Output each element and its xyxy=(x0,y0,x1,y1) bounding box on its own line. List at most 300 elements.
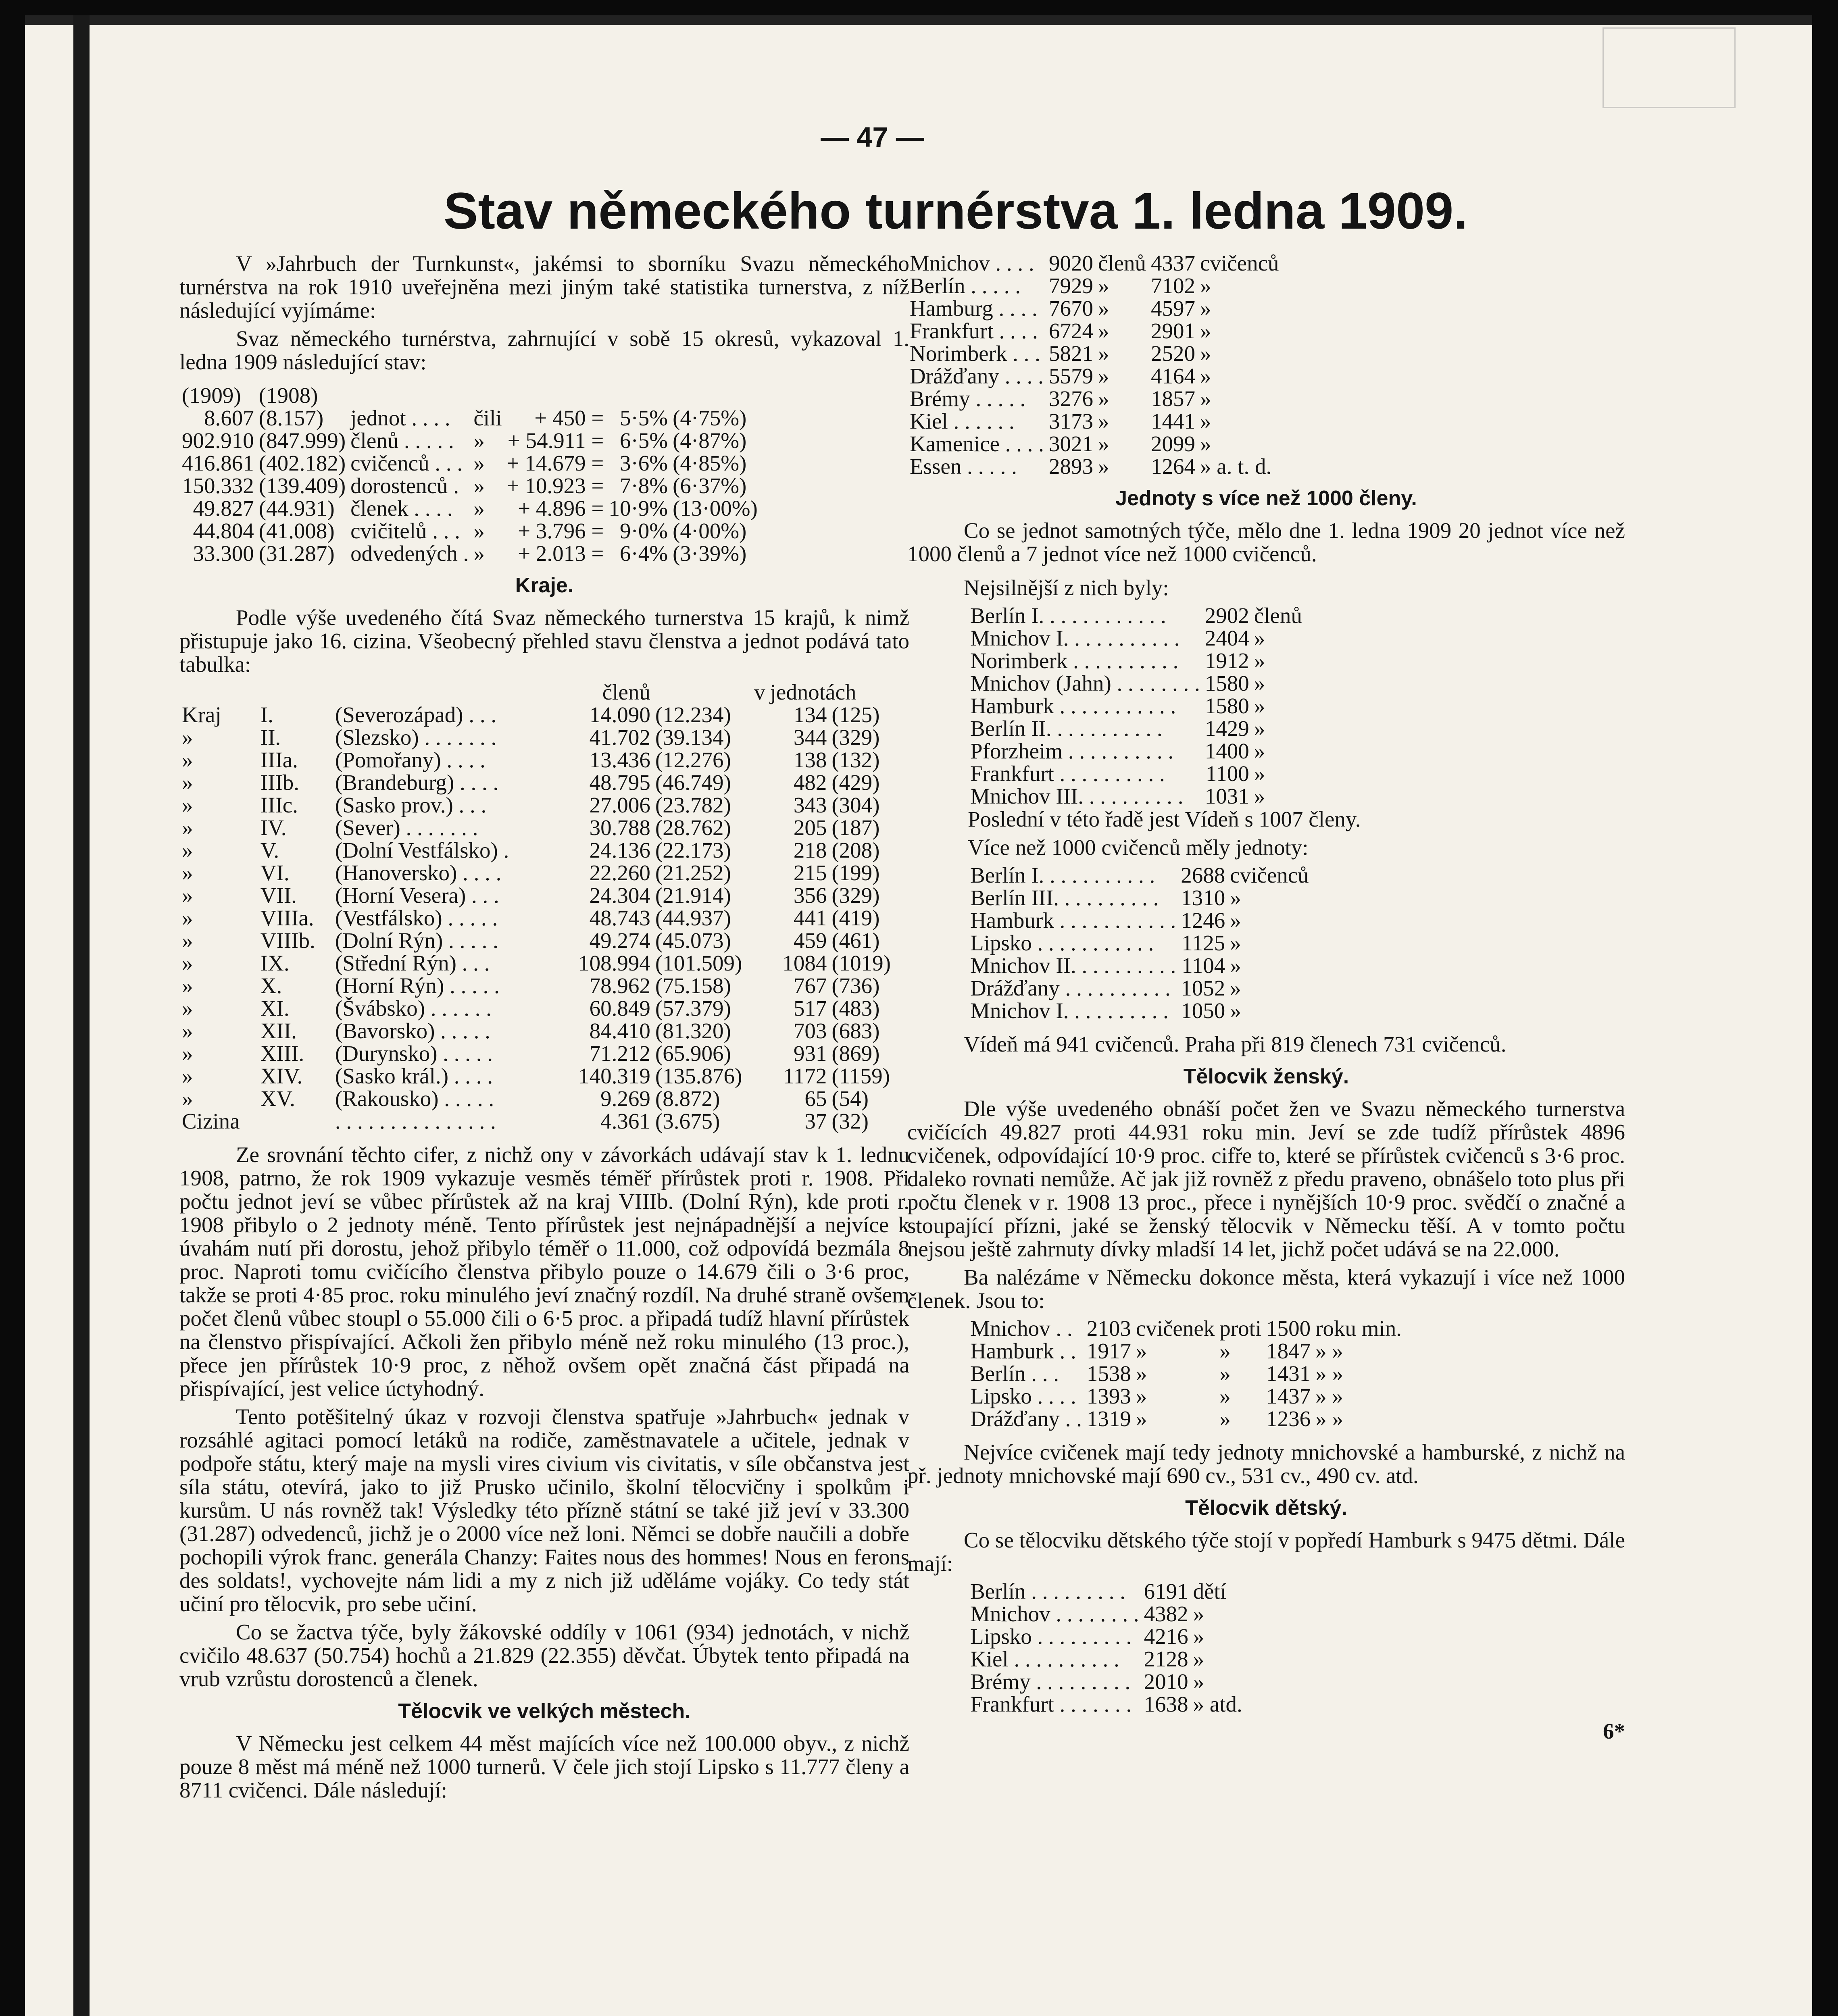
right-column xyxy=(907,252,1625,1743)
table-cell: (329) xyxy=(831,883,880,908)
table-cell: » xyxy=(1254,648,1265,673)
section-heading-zensky: Tělocvik ženský. xyxy=(1183,1065,1349,1088)
table-cell: roku min. xyxy=(1315,1316,1402,1341)
table-cell: VI. xyxy=(260,860,290,885)
table-cell: Frankfurt . . . . xyxy=(910,319,1038,343)
table-cell: cvičenců . . . xyxy=(350,451,463,475)
table-row xyxy=(968,932,1311,954)
table-cell: cvičenců xyxy=(1200,251,1279,275)
table-cell: 1429 xyxy=(1204,716,1249,741)
table-cell: 1638 xyxy=(1144,1692,1188,1716)
table-cell: (Severozápad) . . . xyxy=(335,702,497,727)
year-head: (1908) xyxy=(258,383,318,408)
table-cell: » xyxy=(182,748,193,772)
table-cell: Berlín I. . . . . . . . . . . . xyxy=(970,603,1166,628)
section-heading-kraje: Kraje. xyxy=(515,574,574,597)
table-cell: jednot . . . . xyxy=(350,406,450,430)
table-cell: » xyxy=(182,725,193,750)
table-cell: » xyxy=(1254,626,1265,650)
table-cell: (12.276) xyxy=(655,748,731,772)
table-cell: 1393 xyxy=(1086,1384,1131,1408)
table-cell: 140.319 xyxy=(578,1064,650,1088)
table-cell: 4597 xyxy=(1151,296,1196,321)
table-row xyxy=(179,794,909,816)
table-row xyxy=(907,297,1281,320)
table-row xyxy=(179,771,909,794)
table-cell: 6·5% xyxy=(619,428,668,453)
table-row xyxy=(968,740,1305,762)
table-cell: (199) xyxy=(831,860,880,885)
table-cell: 344 xyxy=(793,725,827,750)
table-cell: IIIb. xyxy=(260,770,299,795)
table-cell: 356 xyxy=(793,883,827,908)
table-cell: (1019) xyxy=(831,951,891,975)
table-cell: 3·6% xyxy=(619,451,668,475)
table-cell: Norimberk . . . xyxy=(910,341,1040,366)
table-cell: Brémy . . . . . . . . . xyxy=(970,1669,1131,1694)
table-row xyxy=(907,410,1281,433)
table-cell: » xyxy=(1098,409,1109,433)
table-cell: 134 xyxy=(793,702,827,727)
table-cell: Berlín . . . . . xyxy=(910,273,1021,298)
table-cell: 49.274 xyxy=(589,928,650,953)
table-cell: 1050 xyxy=(1181,998,1225,1023)
table-cell: (4·87%) xyxy=(673,428,747,453)
paragraph: Co se tělocviku dětského týče stojí v popředí Hamburk s 9475 dětmi. Dále mají: xyxy=(907,1528,1625,1576)
table-cell: » xyxy=(182,1018,193,1043)
table-cell: Kiel . . . . . . xyxy=(910,409,1015,433)
table-cell: (39.134) xyxy=(655,725,731,750)
table-cell: Mnichov I. . . . . . . . . . xyxy=(970,998,1169,1023)
table-cell: čili xyxy=(473,406,502,430)
table-cell: 4216 xyxy=(1144,1624,1188,1649)
table-cell: (1159) xyxy=(831,1064,890,1088)
table-cell: (101.509) xyxy=(655,951,742,975)
table-cell: (4·75%) xyxy=(673,406,747,430)
table-row xyxy=(968,864,1311,887)
table-cell: 215 xyxy=(793,860,827,885)
table-cell: 7·8% xyxy=(619,473,668,498)
table-cell: (Slezsko) . . . . . . . xyxy=(335,725,497,750)
table-cell: Mnichov II. . . . . . . . . . xyxy=(970,953,1176,978)
table-cell: » xyxy=(1219,1339,1231,1363)
table-cell: (Pomořany) . . . . xyxy=(335,748,486,772)
table-cell: (54) xyxy=(831,1086,869,1111)
paragraph: V Německu jest celkem 44 měst majících více než 100.000 obyv., z nichž pouze 8 měst má méně než 1000 turnerů. V čele jich stojí Lipsko s 11.777 členy a 8711 cvičenci. Dále následují: xyxy=(179,1731,909,1802)
table-cell: » xyxy=(1200,364,1211,388)
table-cell: » xyxy=(182,860,193,885)
table-cell: 1437 xyxy=(1266,1384,1311,1408)
table-cell: Mnichov . . . . xyxy=(910,251,1034,275)
table-row xyxy=(179,816,909,839)
table-cell: Berlín . . . . . . . . . xyxy=(970,1579,1125,1604)
table-cell: (Švábsko) . . . . . . xyxy=(335,996,492,1020)
table-row xyxy=(968,1362,1404,1385)
table-cell: » xyxy=(1254,716,1265,741)
table-row xyxy=(179,1087,909,1110)
paragraph: Nejvíce cvičenek mají tedy jednoty mnichovské a hamburské, z nichž na př. jednoty mnichovské mají 690 cv., 531 cv., 490 cv. atd. xyxy=(907,1440,1625,1488)
table-cell: » xyxy=(1219,1361,1231,1386)
table-cell: » xyxy=(1230,908,1241,933)
table-cell: 459 xyxy=(793,928,827,953)
table-cell: dorostenců . xyxy=(350,473,459,498)
table-cell: (208) xyxy=(831,838,880,862)
table-cell: dětí xyxy=(1193,1579,1227,1604)
table-row xyxy=(907,387,1281,410)
kraje-intro: Podle výše uvedeného čítá Svaz německého turnerstva 15 krajů, k nimž přistupuje jako 16. cizina. Všeobecný přehled stavu členstva a jednot podává tato tabulka: xyxy=(179,605,909,677)
table-cell: 1538 xyxy=(1086,1361,1131,1386)
table-cell: (44.931) xyxy=(258,496,335,521)
table-cell: 22.260 xyxy=(589,860,650,885)
table-row xyxy=(179,997,909,1020)
table-cell: » xyxy=(1193,1669,1204,1694)
table-cell: » xyxy=(1254,671,1265,696)
table-row xyxy=(968,1000,1311,1022)
table-cell: 1246 xyxy=(1181,908,1225,933)
table-cell: 78.962 xyxy=(589,973,650,998)
table-row xyxy=(968,1648,1245,1670)
table-cell: 7929 xyxy=(1048,273,1093,298)
table-cell: 6191 xyxy=(1144,1579,1188,1604)
table-cell: 1100 xyxy=(1205,761,1249,786)
table-cell: 1319 xyxy=(1086,1406,1131,1431)
table-cell: 5821 xyxy=(1048,341,1093,366)
table-cell: 205 xyxy=(793,815,827,840)
table-cell: 9·0% xyxy=(619,519,668,543)
table-cell: (419) xyxy=(831,906,880,930)
table-cell: » xyxy=(473,519,485,543)
table-cell: Cizina xyxy=(182,1109,240,1133)
table-row xyxy=(968,1340,1404,1362)
table-cell: 1912 xyxy=(1204,648,1249,673)
table-cell: Lipsko . . . . xyxy=(970,1384,1076,1408)
table-cell: 3021 xyxy=(1048,431,1093,456)
table-cell: (65.906) xyxy=(655,1041,731,1066)
table-cell: IIIc. xyxy=(260,793,298,817)
table-row xyxy=(968,695,1305,717)
table-cell: » atd. xyxy=(1193,1692,1242,1716)
table-row xyxy=(179,975,909,997)
table-row xyxy=(179,1110,909,1133)
table-cell: (21.914) xyxy=(655,883,731,908)
table-cell: » xyxy=(1200,296,1211,321)
table-cell: IX. xyxy=(260,951,290,975)
paragraph: Nejsilnější z nich byly: xyxy=(964,575,1169,600)
table-cell: 1236 xyxy=(1266,1406,1311,1431)
table-cell: » xyxy=(473,541,485,566)
table-cell: 482 xyxy=(793,770,827,795)
left-column xyxy=(179,252,909,1807)
table-row xyxy=(179,429,760,452)
table-cell: (Vestfálsko) . . . . . xyxy=(335,906,498,930)
table-cell: » xyxy=(1219,1384,1231,1408)
table-cell: 1400 xyxy=(1204,739,1249,763)
year-head: (1909) xyxy=(182,383,241,408)
table-row xyxy=(968,1385,1404,1408)
paragraph: Dle výše uvedeného obnáší počet žen ve Svazu německého turnerstva cvičících 49.827 proti 44.931 roku min. Jeví se zde tudíž přírůstek 4896 cvičenek, odpovídající 10·9 proc. cifře to, které se přírůstek cvičenců s 3·6 proc. daleko rovnati nemůže. Ač jak již rovněž z předu praveno, obnášelo toto plus při počtu členek v r. 1908 13 proc., přece i nynějších 10·9 proc. svědčí o značné a stoupající přízni, jaké se ženský tělocvik v Německu těší. A v tomto počtu nejsou ještě zahrnuty dívky mladší 14 let, jichž počet udává se na 22.000. xyxy=(907,1096,1625,1261)
table-cell: XIV. xyxy=(260,1064,303,1088)
table-row xyxy=(179,952,909,975)
table-cell: » xyxy=(182,1086,193,1111)
table-cell: + 3.796 = xyxy=(518,519,604,543)
table-cell: 2901 xyxy=(1151,319,1196,343)
table-cell: 1431 xyxy=(1266,1361,1311,1386)
table-cell: (Horní Rýn) . . . . . xyxy=(335,973,500,998)
table-cell: 902.910 xyxy=(182,428,254,453)
table-cell: 1172 xyxy=(783,1064,827,1088)
table-cell: Berlín III. . . . . . . . . . xyxy=(970,885,1159,910)
table-cell xyxy=(258,1110,333,1133)
table-row xyxy=(968,1408,1404,1430)
table-cell: Berlín I. . . . . . . . . . . xyxy=(970,863,1155,887)
table-cell: 108.994 xyxy=(578,951,650,975)
table-cell: II. xyxy=(260,725,281,750)
table-cell: » xyxy=(1193,1647,1204,1671)
scan-edge-top xyxy=(25,15,1812,25)
table-cell: + 2.013 = xyxy=(518,541,604,566)
table-cell: VII. xyxy=(260,883,297,908)
table-cell: 767 xyxy=(793,973,827,998)
table-cell: 2010 xyxy=(1144,1669,1188,1694)
table-cell: XII. xyxy=(260,1018,297,1043)
table-row xyxy=(179,907,909,929)
table-cell: » xyxy=(1200,431,1211,456)
paragraph: Ba nalézáme v Německu dokonce města, která vykazují i více než 1000 členek. Jsou to: xyxy=(907,1265,1625,1313)
table-cell: (869) xyxy=(831,1041,880,1066)
table-row xyxy=(968,717,1305,740)
scan-edge-left xyxy=(73,15,90,2016)
table-row xyxy=(179,497,760,520)
table-cell: 2128 xyxy=(1144,1647,1188,1671)
table-row xyxy=(179,726,909,749)
table-cell: » xyxy=(1254,694,1265,718)
table-cell: » xyxy=(1200,273,1211,298)
table-cell: » xyxy=(1136,1361,1147,1386)
table-cell: 24.304 xyxy=(589,883,650,908)
table-cell: 343 xyxy=(793,793,827,817)
table-cell: 8.607 xyxy=(204,406,254,430)
table-cell: » xyxy=(473,496,485,521)
table-cell: (402.182) xyxy=(258,451,346,475)
table-cell: 7670 xyxy=(1048,296,1093,321)
table-cell: 1441 xyxy=(1151,409,1196,433)
table-cell: (187) xyxy=(831,815,880,840)
table-cell: proti xyxy=(1219,1316,1262,1341)
table-cell: » xyxy=(182,883,193,908)
gymnasts-table xyxy=(968,864,1311,1022)
table-cell: VIIIa. xyxy=(260,906,314,930)
table-row xyxy=(907,433,1281,455)
table-cell: + 10.923 = xyxy=(506,473,604,498)
table-cell: členů xyxy=(1254,603,1302,628)
table-row xyxy=(968,1580,1245,1603)
table-cell: 1500 xyxy=(1266,1316,1311,1341)
table-cell: (Sever) . . . . . . . xyxy=(335,815,478,840)
table-cell: cvičenců xyxy=(1230,863,1309,887)
table-cell: » xyxy=(1098,431,1109,456)
table-cell: 7102 xyxy=(1151,273,1196,298)
table-cell: (483) xyxy=(831,996,880,1020)
table-cell: » xyxy=(1193,1624,1204,1649)
table-cell: (31.287) xyxy=(258,541,335,566)
table-cell: Hamburk . . xyxy=(970,1339,1076,1363)
table-cell: 416.861 xyxy=(182,451,254,475)
table-cell: (8.157) xyxy=(258,406,324,430)
col-head: jednotách xyxy=(770,680,856,704)
table-row xyxy=(179,1042,909,1065)
table-cell: 2902 xyxy=(1204,603,1249,628)
table-row xyxy=(968,604,1305,627)
table-cell: » xyxy=(1098,296,1109,321)
table-cell: » xyxy=(1230,976,1241,1000)
table-row xyxy=(179,407,760,429)
table-cell: Mnichov . . . . . . . . xyxy=(970,1602,1139,1626)
table-cell: XI. xyxy=(260,996,290,1020)
table-cell: » xyxy=(1219,1406,1231,1431)
table-cell: » xyxy=(1136,1384,1147,1408)
table-cell: 150.332 xyxy=(182,473,254,498)
table-cell: 65 xyxy=(804,1086,827,1111)
table-cell: Berlín . . . xyxy=(970,1361,1059,1386)
table-cell: 2893 xyxy=(1048,454,1093,479)
table-cell: 4337 xyxy=(1151,251,1196,275)
table-cell: » xyxy=(1098,386,1109,411)
table-cell: odvedených . xyxy=(350,541,469,566)
table-cell: 1031 xyxy=(1204,784,1249,808)
intro-paragraph: Svaz německého turnérstva, zahrnující v sobě 15 okresů, vykazoval 1. ledna 1909 následující stav: xyxy=(179,326,909,374)
table-row xyxy=(907,320,1281,342)
table-cell: (Střední Rýn) . . . xyxy=(335,951,490,975)
table-cell: (Hanoversko) . . . . xyxy=(335,860,502,885)
table-cell: (3.675) xyxy=(655,1109,720,1133)
table-cell: I. xyxy=(260,702,273,727)
table-cell: 24.136 xyxy=(589,838,650,862)
table-cell: 1052 xyxy=(1181,976,1225,1000)
table-cell: Mnichov (Jahn) . . . . . . . . xyxy=(970,671,1200,696)
table-cell: (Bavorsko) . . . . . xyxy=(335,1018,490,1043)
table-cell: » xyxy=(1136,1339,1147,1363)
table-row xyxy=(179,749,909,771)
table-cell: » xyxy=(182,906,193,930)
table-cell: (3·39%) xyxy=(673,541,747,566)
table-row xyxy=(179,475,760,497)
table-cell: + 54.911 = xyxy=(507,428,604,453)
table-cell: (429) xyxy=(831,770,880,795)
table-row xyxy=(968,650,1305,672)
table-cell: » xyxy=(1200,409,1211,433)
table-cell: 6·4% xyxy=(619,541,668,566)
table-cell: » xyxy=(182,1064,193,1088)
paragraph: Co se jednot samotných týče, mělo dne 1. ledna 1909 20 jednot více než 1000 členů a 7 jednot více než 1000 cvičenců. xyxy=(907,518,1625,566)
table-row xyxy=(968,887,1311,909)
table-cell: » xyxy=(1200,319,1211,343)
table-cell: 9.269 xyxy=(600,1086,650,1111)
table-row xyxy=(179,862,909,884)
table-cell: Essen . . . . . xyxy=(910,454,1017,479)
table-cell: 4164 xyxy=(1151,364,1196,388)
table-cell: 1917 xyxy=(1086,1339,1131,1363)
table-row xyxy=(179,884,909,907)
table-row xyxy=(179,1065,909,1087)
table-cell: » » xyxy=(1315,1406,1343,1431)
table-cell: (Sasko král.) . . . . xyxy=(335,1064,493,1088)
table-cell: » xyxy=(473,428,485,453)
table-cell: (6·37%) xyxy=(673,473,747,498)
table-row xyxy=(968,1693,1245,1716)
table-row xyxy=(968,1670,1245,1693)
table-cell: 1264 xyxy=(1151,454,1196,479)
table-cell: » xyxy=(1254,784,1265,808)
table-cell: » xyxy=(182,996,193,1020)
table-cell: » xyxy=(182,815,193,840)
table-cell: » xyxy=(1230,931,1241,955)
table-cell: (45.073) xyxy=(655,928,731,953)
table-row xyxy=(179,1020,909,1042)
table-cell: Lipsko . . . . . . . . . xyxy=(970,1624,1132,1649)
table-cell: 1580 xyxy=(1204,671,1249,696)
table-row xyxy=(179,839,909,862)
table-cell: » » xyxy=(1315,1384,1343,1408)
table-cell: Lipsko . . . . . . . . . . . xyxy=(970,931,1154,955)
paragraph: Více než 1000 cvičenců měly jednoty: xyxy=(968,835,1309,860)
table-cell: Norimberk . . . . . . . . . . xyxy=(970,648,1179,673)
table-row xyxy=(179,452,760,475)
table-cell: (847.999) xyxy=(258,428,346,453)
table-cell: 6724 xyxy=(1048,319,1093,343)
section-heading-detsky: Tělocvik dětský. xyxy=(1185,1496,1347,1520)
table-cell: (4·85%) xyxy=(673,451,747,475)
paragraph: Tento potěšitelný úkaz v rozvoji členstva spatřuje »Jahrbuch« jednak v rozsáhlé agitaci pomocí letáků na rodiče, zaměstnavatele a učitele, jednak v podpoře státu, který maje na mysli vires civium vis civitatis, v síle občanstva jest síla státu, otevírá, jako to již Prusko učinilo, školní tělocvičny i spolkům i kursům. U nás rovněž tak! Výsledky této přízně státní se také již jeví v 33.300 (31.287) odvedenců, jichž je o 2000 více než loni. Němci se dobře naučili a dobře pochopili výrok franc. generála Chanzy: Faites nous des hommes! Nous en ferons des soldats!, vychovejte nám lidi a my z nich již uděláme vojáky. Co tedy stát učiní pro tělocvik, pro sebe učiní. xyxy=(179,1404,909,1616)
table-cell: 30.788 xyxy=(589,815,650,840)
table-cell: » xyxy=(1230,998,1241,1023)
table-cell: členů xyxy=(1098,251,1146,275)
table-cell: » xyxy=(1254,761,1265,786)
table-cell: (41.008) xyxy=(258,519,335,543)
table-cell: » xyxy=(1200,386,1211,411)
table-cell: 33.300 xyxy=(193,541,254,566)
table-row xyxy=(968,672,1305,695)
table-cell: Kamenice . . . . xyxy=(910,431,1044,456)
table-cell: (8.872) xyxy=(655,1086,720,1111)
table-cell: 41.702 xyxy=(589,725,650,750)
stats-table xyxy=(179,384,760,565)
table-cell: cvičenek xyxy=(1136,1316,1215,1341)
table-cell: (57.379) xyxy=(655,996,731,1020)
table-cell: » xyxy=(182,770,193,795)
table-cell: 5·5% xyxy=(619,406,668,430)
table-cell: (Brandeburg) . . . . xyxy=(335,770,499,795)
table-cell: 27.006 xyxy=(589,793,650,817)
children-table xyxy=(968,1580,1245,1716)
table-cell: XIII. xyxy=(260,1041,304,1066)
table-cell: Kraj xyxy=(182,702,221,727)
table-row xyxy=(968,785,1305,808)
table-cell: + 450 = xyxy=(534,406,604,430)
paragraph: Vídeň má 941 cvičenců. Praha při 819 členech 731 cvičenců. xyxy=(964,1032,1507,1056)
paragraph: Ze srovnání těchto cifer, z nichž ony v závorkách udávají stav k 1. lednu 1908, patrno, že rok 1909 vykazuje vesměs téměř přírůstek proti r. 1908. Při počtu jednot jeví se vůbec přírůstek až na kraj VIIIb. (Dolní Rýn), kde proti r. 1908 přibylo o 2 jednoty méně. Tento přírůstek jest nejnápadnější a nejvíce k úvahám nutí při dorostu, jehož přibylo téměř o 11.000, což odpovídá bezmála 8 proc. Naproti tomu cvičícího členstva přibylo pouze o 14.679 čili o 3·6 proc, takže se proti 4·85 proc. roku minulého jeví značný rozdíl. Na druhé straně ovšem počet členů vůbec stoupl o 55.000 čili o 6·5 proc. a připadá tudíž hlavní přírůstek na členstvo přispívající. Ačkoli žen přibylo méně než roku minulého (13 proc.), přece jen přírůstek 10·9 proc, z něhož ovšem opět značná část připadá na přispívající, jest velice úctyhodný. xyxy=(179,1142,909,1401)
table-cell: 44.804 xyxy=(193,519,254,543)
table-row xyxy=(968,909,1311,932)
table-cell: » xyxy=(182,838,193,862)
table-cell: 2520 xyxy=(1151,341,1196,366)
strongest-table xyxy=(968,604,1305,808)
table-cell: Hamburk . . . . . . . . . . . xyxy=(970,908,1176,933)
table-cell: » xyxy=(473,473,485,498)
table-cell: » xyxy=(1098,454,1109,479)
table-cell: Drážďany . . xyxy=(970,1406,1082,1431)
table-cell: 218 xyxy=(793,838,827,862)
table-row xyxy=(179,542,760,565)
